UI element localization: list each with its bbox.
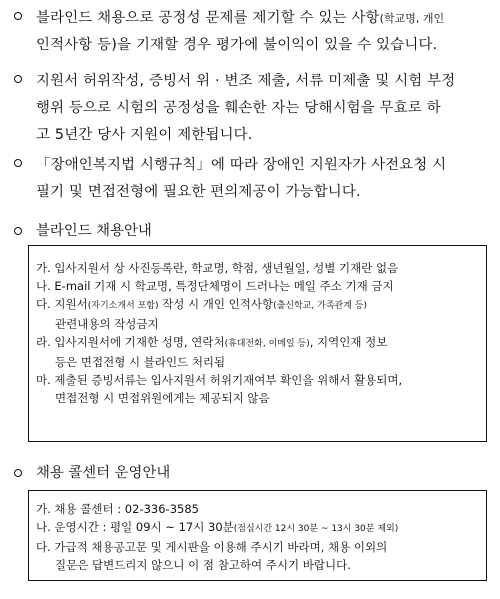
- blind-item-3: 다. 지원서(자기소개서 포함) 작성 시 개인 인적사항(출신학교, 가족관계 등): [36, 297, 367, 311]
- callcenter-item-1: 가. 채용 콜센터 : 02-336-3585: [36, 502, 199, 516]
- blind-info-box: [28, 245, 487, 442]
- notice-2-text: 지원서 허위작성, 증빙서 위 · 변조 제출, 서류 미제출 및 시험 부정 행위 등으로 시험의 공정성을 훼손한 자는 당해시험을 무효로 하 고 5년간 당사 지원이 제한됩니다.: [36, 73, 456, 143]
- circle-bullet-icon: [14, 159, 22, 167]
- circle-bullet-icon: [14, 227, 22, 235]
- callcenter-item-2: 나. 운영시간 : 평일 09시 ~ 17시 30분(점심시간 12시 30분 ~ 13시 30분 제외): [36, 520, 399, 534]
- callcenter-item-3: 다. 가급적 채용공고문 및 게시판을 이용해 주시기 바라며, 채용 이외의: [36, 540, 388, 554]
- blind-item-4: 라. 입사지원서에 기재한 성명, 연락처(휴대전화, 이메일 등), 지역인재 정보: [36, 335, 388, 349]
- notice-3-text: 「장애인복지법 시행규칙」에 따라 장애인 지원자가 사전요청 시 필기 및 면접전형에 필요한 편의제공이 가능합니다.: [36, 157, 447, 200]
- blind-item-2: 나. E-mail 기재 시 학교명, 특정단체명이 드러나는 메일 주소 기재 금지: [36, 279, 394, 293]
- notice-1: [6, 5, 492, 59]
- blind-section-heading: 블라인드 채용안내: [6, 221, 152, 241]
- notice-2: [6, 68, 492, 149]
- circle-bullet-icon: [14, 12, 22, 20]
- blind-item-5: 마. 제출된 증빙서류는 입사지원서 허위기재여부 확인을 위해서 활용되며,: [36, 373, 403, 387]
- blind-item-3-cont: 관련내용의 작성금지: [55, 317, 159, 331]
- blind-item-1: 가. 입사지원서 상 사진등록란, 학교명, 학점, 생년월일, 성별 기재란 없음: [36, 261, 399, 275]
- circle-bullet-icon: [14, 75, 22, 83]
- circle-bullet-icon: [14, 469, 22, 477]
- blind-item-5-cont: 면접전형 시 면접위원에게는 제공되지 않음: [55, 391, 270, 405]
- callcenter-info-box: [28, 490, 487, 581]
- callcenter-section-heading: 채용 콜센터 운영안내: [6, 463, 170, 483]
- callcenter-item-3-cont: 질문은 답변드리지 않으니 이 점 참고하여 주시기 바랍니다.: [55, 558, 351, 572]
- notice-3: [6, 152, 492, 206]
- notice-1-text: 블라인드 채용으로 공정성 문제를 제기할 수 있는 사항(학교명, 개인 인적사항 등)을 기재할 경우 평가에 불이익이 있을 수 있습니다.: [36, 10, 445, 53]
- blind-item-4-cont: 등은 면접전형 시 블라인드 처리됨: [55, 355, 226, 369]
